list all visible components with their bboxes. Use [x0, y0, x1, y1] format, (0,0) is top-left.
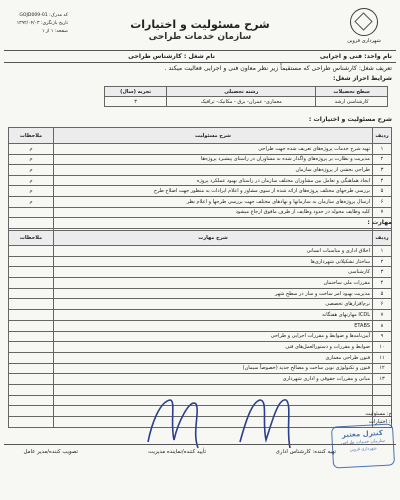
skill-text: آیین‌نامه‌ها و ضوابط و مقررات اجرایی و طراحی	[54, 331, 373, 342]
title-block	[114, 18, 286, 44]
row-note	[9, 207, 54, 218]
row-number: ۱۰	[373, 342, 392, 353]
responsibility-text: بررسی طرحهای مختلف پروژه‌های ارائه شده از سوی مشاور و اعلام ایرادات به منظور جهت اصلاح طرح	[54, 186, 373, 197]
col-responsibility: شرح مسئولیت	[54, 128, 373, 144]
col-row-number: ردیف	[373, 231, 392, 246]
skills-header-row	[9, 231, 392, 246]
job-divider	[4, 62, 396, 63]
col-notes: ملاحظات	[9, 231, 54, 246]
approved-by-label: تصویب کننده/مدیر عامل	[23, 449, 78, 455]
document-meta	[6, 12, 68, 36]
doc-code-row: کد مدرک: GOJD009-01	[19, 13, 68, 18]
row-number: ۱	[373, 246, 392, 257]
stamp-line-2: شهرداری قزوین	[349, 445, 377, 452]
table-row	[9, 267, 392, 278]
qualifications-row	[105, 97, 388, 107]
date-label: تاریخ بازنگری	[42, 21, 68, 26]
row-number: ۴	[373, 175, 392, 186]
row-number: ۳	[373, 267, 392, 278]
row-note: م	[9, 186, 54, 197]
col-row-number: ردیف	[373, 128, 392, 144]
row-number: ۴	[373, 278, 392, 289]
skill-text: فنون و تکنولوژی نوین ساخت و مصالح جدید (خصوصاً سیمان)	[54, 363, 373, 374]
experience-years: ۳	[105, 97, 167, 107]
col-notes: ملاحظات	[9, 128, 54, 144]
col-skill: شرح مهارت	[54, 231, 373, 246]
table-row	[9, 320, 392, 331]
qualifications-header-row	[105, 87, 388, 97]
responsibility-text: طراحی بخشی از پروژه‌های سازمان	[54, 165, 373, 176]
table-row	[9, 331, 392, 342]
field-of-study: معماری- عمران- برق - مکانیک- ترافیک	[167, 97, 316, 107]
table-row	[9, 186, 392, 197]
row-note: م	[9, 144, 54, 155]
table-row-empty	[9, 218, 392, 229]
skills-label: مهارت :	[367, 219, 392, 226]
col-field-of-study: رشته تحصیلی	[167, 87, 316, 97]
stamp-title: کنترل معتبر	[341, 428, 384, 440]
responsibility-text: تهیه شرح خدمات پروژه‌های تعریف شده جهت طراحی	[54, 144, 373, 155]
table-row	[9, 374, 392, 385]
responsibilities-table	[8, 127, 392, 239]
table-row	[9, 256, 392, 267]
skill-text: کارشناسی	[54, 267, 373, 278]
row-number: ۶	[373, 196, 392, 207]
row-note: م	[9, 175, 54, 186]
qualifications-table	[104, 86, 388, 107]
responsibility-text: ایجاد هماهنگی و تعامل بین مشاوران مختلف سازمان در راستای بهبود عملکرد پروژه	[54, 175, 373, 186]
table-row	[9, 175, 392, 186]
table-row	[9, 196, 392, 207]
table-row	[9, 299, 392, 310]
responsibility-text: مدیریت و نظارت بر پروژه‌های واگذار شده به مشاوران در راستای پیشبرد پروژه‌ها	[54, 154, 373, 165]
row-number: ۱۲	[373, 363, 392, 374]
row-number: ۱	[373, 144, 392, 155]
row-number: ۸	[373, 320, 392, 331]
page-label: صفحه	[56, 29, 68, 34]
table-row	[9, 288, 392, 299]
legend-authority: ا: اختیارات	[368, 419, 392, 425]
prepared-by-label: تهیه کننده: کارشناس اداری	[275, 449, 336, 455]
skill-text: مبانی و مقررات حقوقی و اداری شهرداری	[54, 374, 373, 385]
header-divider	[4, 50, 396, 51]
table-row	[9, 310, 392, 321]
row-number: ۳	[373, 165, 392, 176]
job-title: نام شغل : کارشناس طراحی	[128, 53, 215, 60]
row-number: ۱۳	[373, 374, 392, 385]
row-note: م	[9, 196, 54, 207]
doc-code: GOJD009-01	[19, 13, 48, 18]
document-header	[4, 6, 396, 46]
table-row	[9, 207, 392, 218]
revision-date: ۱۳۹۲/۰۴/۰۳	[16, 21, 40, 26]
row-note: م	[9, 165, 54, 176]
responsibility-text: ارسال پروژه‌های سازمان به سازمانها و نهادهای مختلف جهت بررسی طرحها و اعلام نظر	[54, 196, 373, 207]
row-number: ۱۱	[373, 352, 392, 363]
doc-code-label: کد مدرک	[50, 13, 68, 18]
signature-footer	[4, 444, 396, 471]
skill-text: ETABS	[54, 320, 373, 331]
date-row: تاریخ بازنگری: ۱۳۹۲/۰۴/۰۳	[16, 21, 68, 26]
row-number: ۹	[373, 331, 392, 342]
responsibilities-header-row	[9, 128, 392, 144]
responsibility-text: کلیه وظایف محوله در حدود وظایف از طرف مافوق ارجاع میشود	[54, 207, 373, 218]
conditions-label: شرایط احراز شغل:	[333, 75, 392, 82]
skill-text: مدیریت بهبود امر ساخت و ساز در سطح شهر	[54, 288, 373, 299]
education-level: کارشناسی ارشد	[316, 97, 388, 107]
table-row	[9, 246, 392, 257]
reviewed-by-label: تأیید کننده/نماینده مدیریت	[148, 449, 206, 455]
job-definition: تعریف شغل: کارشناس طراحی که مستقیماً زیر نظر معاون فنی و اجرایی فعالیت میکند .	[164, 65, 392, 72]
table-row	[9, 363, 392, 374]
col-education-level: سطح تحصیلات	[316, 87, 388, 97]
row-number: ۷	[373, 207, 392, 218]
skill-text: نرم‌افزارهای تخصصی	[54, 299, 373, 310]
row-note: م	[9, 154, 54, 165]
legend-responsibility: ج: مسئولیت	[365, 411, 392, 417]
skill-text: ساختار تشکیلاتی شهرداری‌ها	[54, 256, 373, 267]
skill-text: ICDL مهارتهای هفتگانه	[54, 310, 373, 321]
row-number: ۲	[373, 154, 392, 165]
signature-preparer	[230, 390, 300, 452]
row-number: ۶	[373, 299, 392, 310]
skill-text: ضوابط و مقررات و دستورالعمل‌های فنی	[54, 342, 373, 353]
table-row	[9, 154, 392, 165]
table-row	[9, 165, 392, 176]
table-row	[9, 278, 392, 289]
page-row: صفحه: ۱ از ۱	[41, 29, 68, 34]
row-number: ۵	[373, 288, 392, 299]
stamp-line-1: سازمان خدمات طراحی	[340, 438, 386, 447]
responsibilities-label: شرح مسئولیت و اختیارات :	[308, 116, 392, 123]
row-number: ۲	[373, 256, 392, 267]
skill-text: اخلاق اداری و مناسبات انسانی	[54, 246, 373, 257]
table-row	[9, 342, 392, 353]
table-row	[9, 352, 392, 363]
unit-name: نام واحد: فنی و اجرایی	[319, 53, 392, 60]
document-subtitle: سازمان خدمات طراحی	[148, 32, 252, 42]
table-row	[9, 144, 392, 155]
page-number: ۱ از ۱	[41, 29, 54, 34]
skill-text: مقررات ملی ساختمان	[54, 278, 373, 289]
logo-emblem-icon	[350, 8, 378, 36]
skill-text: فنون طراحی معماری	[54, 352, 373, 363]
org-name: شهرداری قزوین	[347, 38, 381, 44]
org-logo	[344, 8, 384, 44]
row-number: ۷	[373, 310, 392, 321]
col-experience: تجربه (سال)	[105, 87, 167, 97]
document-title: شرح مسئولیت و اختیارات	[130, 18, 270, 31]
row-number: ۵	[373, 186, 392, 197]
